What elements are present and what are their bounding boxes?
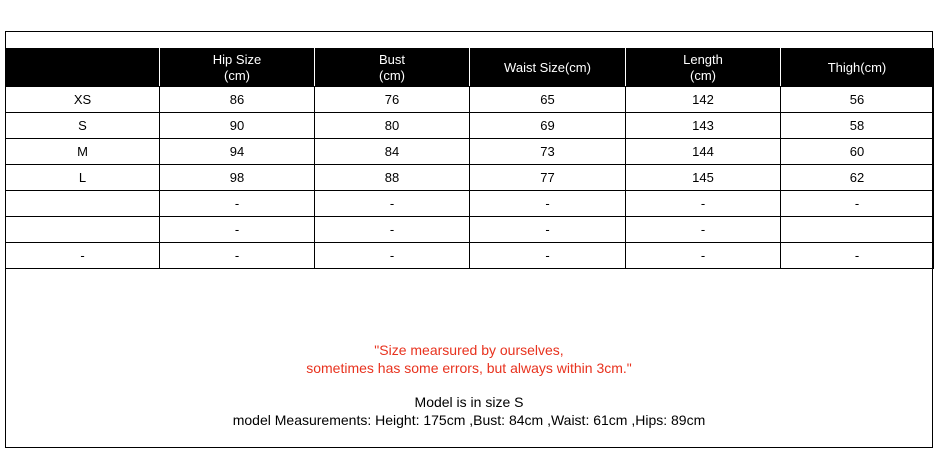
thigh-cell: 62 (781, 165, 934, 191)
thigh-cell (781, 217, 934, 243)
size-cell (6, 191, 160, 217)
bust-cell: 84 (315, 139, 470, 165)
table-row (6, 87, 934, 113)
header-waist-size: Waist Size(cm) (470, 49, 626, 87)
size-disclaimer (5, 341, 933, 377)
disclaimer-line-1: "Size mearsured by ourselves, (374, 342, 564, 358)
waist-cell: - (470, 217, 626, 243)
size-cell: XS (6, 87, 160, 113)
waist-cell: 73 (470, 139, 626, 165)
header-length: Length (cm) (626, 49, 781, 87)
hip-cell: 86 (160, 87, 315, 113)
length-cell: 145 (626, 165, 781, 191)
waist-cell: 65 (470, 87, 626, 113)
hip-cell: 94 (160, 139, 315, 165)
thigh-cell: 60 (781, 139, 934, 165)
table-row (6, 191, 934, 217)
table-row (6, 243, 934, 269)
thigh-cell: - (781, 191, 934, 217)
header-size-label (6, 49, 160, 87)
hip-cell: - (160, 191, 315, 217)
size-cell (6, 217, 160, 243)
bust-cell: 76 (315, 87, 470, 113)
table-row (6, 113, 934, 139)
length-cell: - (626, 217, 781, 243)
bust-cell: 80 (315, 113, 470, 139)
length-cell: 143 (626, 113, 781, 139)
hip-cell: 98 (160, 165, 315, 191)
size-cell: - (6, 243, 160, 269)
thigh-cell: - (781, 243, 934, 269)
size-cell: M (6, 139, 160, 165)
length-cell: 144 (626, 139, 781, 165)
length-cell: 142 (626, 87, 781, 113)
thigh-cell: 58 (781, 113, 934, 139)
size-table-header-row (6, 49, 934, 87)
waist-cell: 69 (470, 113, 626, 139)
disclaimer-line-2: sometimes has some errors, but always within 3cm." (306, 360, 632, 376)
bust-cell: 88 (315, 165, 470, 191)
hip-cell: - (160, 217, 315, 243)
hip-cell: 90 (160, 113, 315, 139)
length-cell: - (626, 191, 781, 217)
waist-cell: 77 (470, 165, 626, 191)
header-thigh: Thigh(cm) (781, 49, 934, 87)
hip-cell: - (160, 243, 315, 269)
model-size-line: Model is in size S (414, 394, 524, 410)
bust-cell: - (315, 217, 470, 243)
size-chart-table (5, 48, 934, 269)
waist-cell: - (470, 191, 626, 217)
header-hip-size: Hip Size (cm) (160, 49, 315, 87)
bust-cell: - (315, 243, 470, 269)
header-bust: Bust (cm) (315, 49, 470, 87)
table-row (6, 165, 934, 191)
length-cell: - (626, 243, 781, 269)
bust-cell: - (315, 191, 470, 217)
size-cell: S (6, 113, 160, 139)
thigh-cell: 56 (781, 87, 934, 113)
table-row (6, 217, 934, 243)
size-cell: L (6, 165, 160, 191)
model-measurements-line: model Measurements: Height: 175cm ,Bust: 84cm ,Waist: 61cm ,Hips: 89cm (232, 412, 706, 428)
table-row (6, 139, 934, 165)
waist-cell: - (470, 243, 626, 269)
model-info (5, 393, 933, 429)
